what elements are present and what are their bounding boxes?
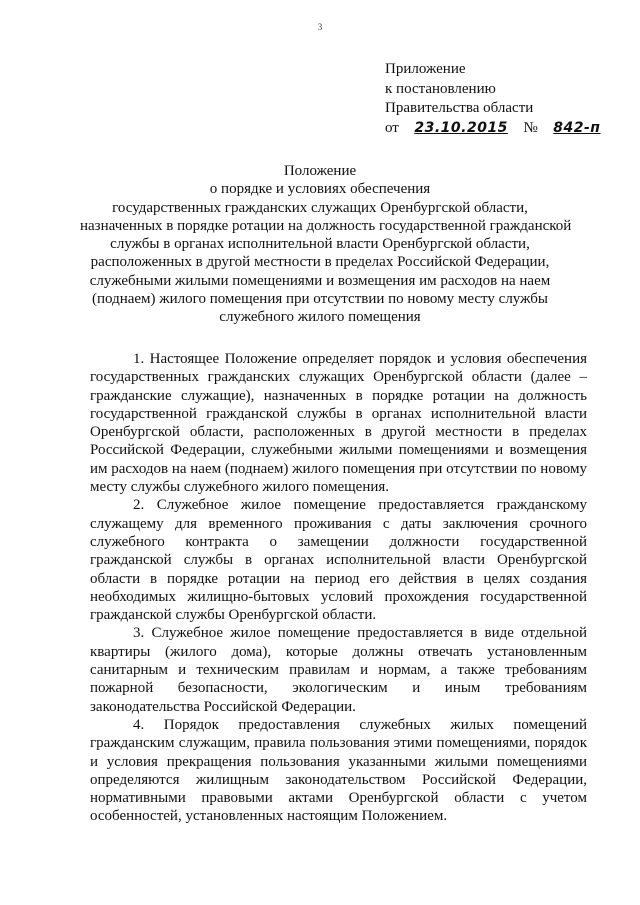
paragraph-3: 3. Служебное жилое помещение предоставляется в виде отдельной квартиры (жилого дома), которые должны отвечать установленным санитарным и техническим правилам и нормам, а также требованиям пожарной безопасности, экологическим и иным требованиям законодательства Российской Федерации. bbox=[90, 625, 587, 715]
title-line: служебного жилого помещения bbox=[219, 309, 421, 326]
appendix-date-number-line bbox=[385, 119, 600, 139]
paragraph-4: 4. Порядок предоставления служебных жилых помещений гражданским служащим, правила пользования этими помещениями, порядок и условия прекращения пользования указанными жилыми помещениями определяются жилищным законодательством Российской Федерации, нормативными правовыми актами Оренбургской области с учетом особенностей, установленных настоящим Положением. bbox=[90, 716, 587, 825]
date-prefix: от bbox=[385, 119, 399, 136]
title-line: о порядке и условиях обеспечения bbox=[209, 181, 431, 198]
handwritten-date: 23.10.2015 bbox=[414, 119, 508, 136]
title-line: назначенных в порядке ротации на должность государственной гражданской bbox=[80, 217, 572, 234]
appendix-resolution-ref: к постановлению bbox=[385, 80, 496, 97]
appendix-block bbox=[385, 60, 600, 138]
page-number: 3 bbox=[317, 22, 323, 32]
title-line: служебными жилыми помещениями и возмещения им расходов на наем bbox=[89, 272, 551, 289]
title-line: (поднаем) жилого помещения при отсутствии по новому месту службы bbox=[91, 291, 548, 308]
title-line: государственных гражданских служащих Оренбургской области, bbox=[112, 199, 528, 216]
paragraph-2: 2. Служебное жилое помещение предоставляется гражданскому служащему для временного проживания с даты заключения срочного служебного контракта о замещении должности государственной гражданской службы в органах исполнительной власти Оренбургской области в порядке ротации на период его действия в целях создания необходимых жилищно-бытовых условий прохождения государственной гражданской службы Оренбургской области. bbox=[90, 497, 587, 624]
document-title bbox=[80, 162, 572, 327]
title-line: службы в органах исполнительной власти Оренбургской области, bbox=[110, 236, 530, 253]
number-prefix: № bbox=[523, 119, 538, 136]
appendix-government-ref: Правительства области bbox=[385, 100, 534, 116]
title-line: расположенных в другой местности в пределах Российской Федерации, bbox=[90, 254, 550, 271]
appendix-label: Приложение bbox=[385, 61, 466, 77]
handwritten-number: 842-п bbox=[553, 119, 601, 136]
paragraph-1: 1. Настоящее Положение определяет порядок и условия обеспечения государственных гражданских служащих Оренбургской области (далее – гражданские служащие), назначенных в порядке ротации на должность государственной гражданской службы в органах исполнительной власти Оренбургской области, расположенных в другой местности в пределах Российской Федерации, служебными жилыми помещениями и возмещения им расходов на наем (поднаем) жилого помещения при отсутствии по новому месту службы служебного жилого помещения. bbox=[90, 351, 588, 496]
document-body bbox=[90, 350, 587, 826]
title-line: Положение bbox=[283, 163, 357, 179]
